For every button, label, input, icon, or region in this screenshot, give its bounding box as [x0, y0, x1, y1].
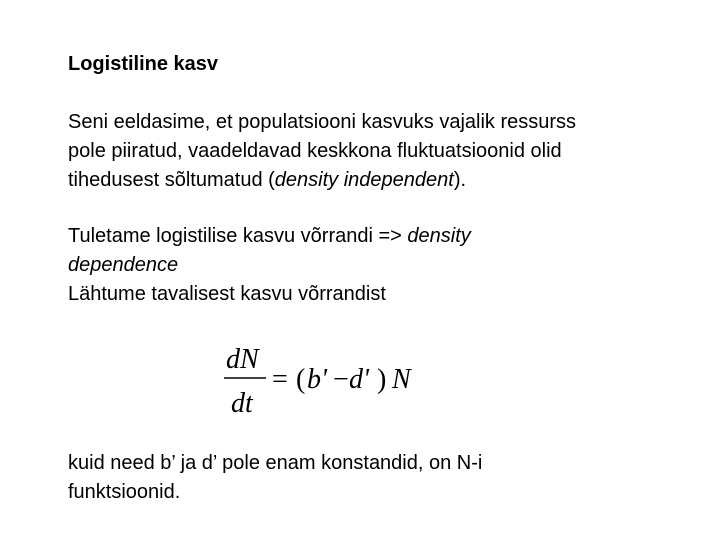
equation-numerator: dN — [226, 344, 259, 375]
equation-equals: = — [272, 364, 288, 395]
italic-term: dependence — [68, 254, 179, 276]
paragraph-line: kuid need b’ ja d’ pole enam konstandid, on N-i — [68, 452, 483, 474]
equation-d-prime: d' — [349, 364, 369, 395]
text-segment: ). — [453, 169, 467, 191]
equation-open-paren: ( — [296, 364, 306, 395]
slide-title: Logistiline kasv — [68, 53, 219, 75]
paragraph-line: Seni eeldasime, et populatsiooni kasvuks vajalik ressurss — [68, 111, 577, 133]
equation-minus: − — [333, 364, 349, 395]
italic-term: density independent — [274, 169, 454, 191]
equation-b-prime: b' — [307, 364, 327, 395]
paragraph-derivation — [68, 222, 471, 309]
paragraph-line: pole piiratud, vaadeldavad keskkona fluktuatsioonid olid — [68, 140, 562, 162]
text-segment: tihedusest sõltumatud ( — [68, 169, 275, 191]
paragraph-assumption — [68, 108, 576, 195]
equation-close-paren: ) — [377, 364, 387, 395]
equation-denominator: dt — [231, 388, 253, 419]
equation-n-variable: N — [392, 364, 411, 395]
equation-graphic — [222, 340, 422, 420]
paragraph-line — [68, 166, 576, 195]
text-segment: Tuletame logistilise kasvu võrrandi => — [68, 225, 408, 247]
paragraph-conclusion — [68, 449, 482, 507]
growth-equation — [222, 340, 422, 420]
paragraph-line — [68, 251, 471, 280]
paragraph-line — [68, 222, 471, 251]
paragraph-line: Lähtume tavalisest kasvu võrrandist — [68, 283, 386, 305]
paragraph-line: funktsioonid. — [68, 481, 181, 503]
italic-term: density — [407, 225, 471, 247]
